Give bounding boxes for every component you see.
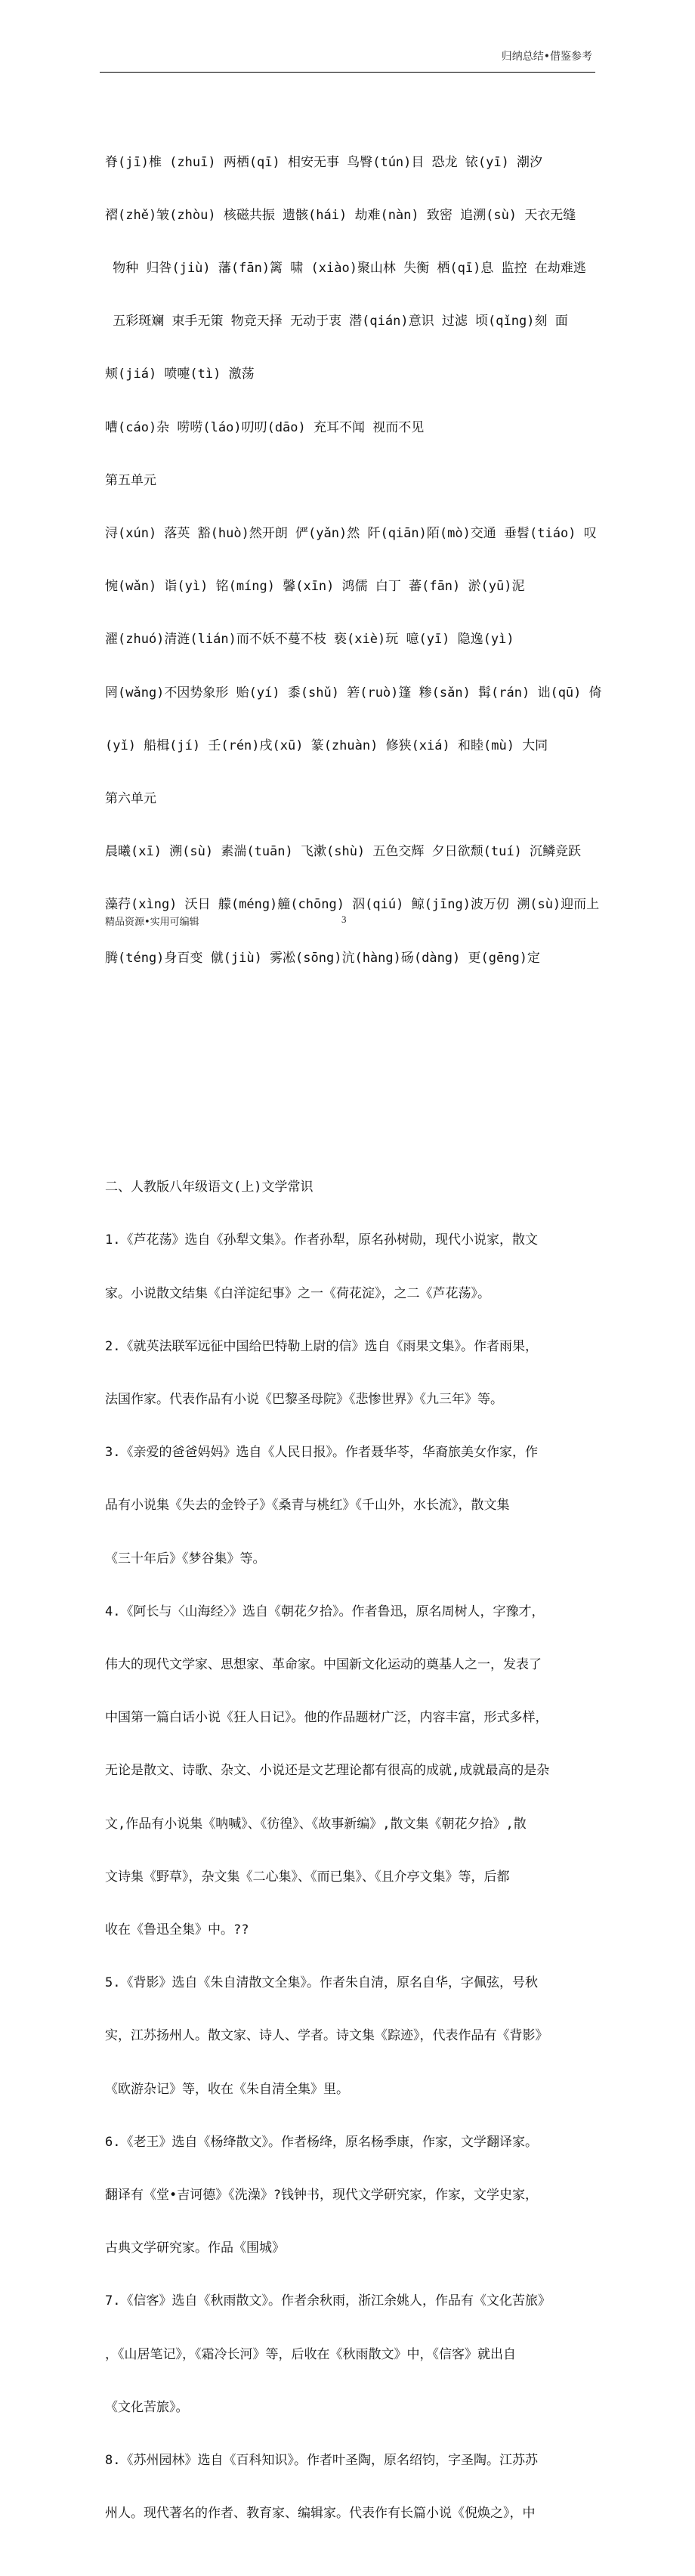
text-line: 文,作品有小说集《呐喊》、《彷徨》、《故事新编》,散文集《朝花夕拾》,散 <box>105 1816 527 1832</box>
literature-section <box>105 1143 604 2558</box>
vocab-line: 濯(zhuó)清涟(lián)而不妖不蔓不枝 亵(xiè)玩 噫(yī) 隐逸(yì) <box>105 632 514 648</box>
vocab-line: 脊(jī)椎 (zhuī) 两栖(qī) 相安无事 鸟臀(tún)目 恐龙 铱(yī) 潮汐 <box>105 154 543 170</box>
document-body <box>105 83 604 2576</box>
text-line: 6.《老王》选自《杨绛散文》。作者杨绛，原名杨季康，作家，文学翻译家。 <box>105 2134 538 2150</box>
text-line: 法国作家。代表作品有小说《巴黎圣母院》《悲惨世界》《九三年》等。 <box>105 1391 503 1407</box>
section-gap <box>105 1056 604 1090</box>
text-line: 5.《背影》选自《朱自清散文全集》。作者朱自清，原名自华，字佩弦，号秋 <box>105 1975 538 1991</box>
vocab-line: 嘈(cáo)杂 唠唠(láo)叨叨(dāo) 充耳不闻 视而不见 <box>105 419 425 435</box>
vocab-line: 惋(wǎn) 诣(yì) 铭(míng) 馨(xīn) 鸿儒 白丁 蕃(fān) 淤(yū)泥 <box>105 579 525 595</box>
text-line: 收在《鲁迅全集》中。?? <box>105 1922 249 1937</box>
vocab-line: 物种 归咎(jiù) 藩(fān)篱 啸 (xiào)聚山林 失衡 栖(qī)息 监控 在劫难逃 <box>105 261 586 277</box>
text-line: 《文化苦旅》。 <box>105 2399 189 2415</box>
vocab-line: 褶(zhě)皱(zhòu) 核磁共振 遗骸(hái) 劫难(nàn) 致密 追溯(sù) 天衣无缝 <box>105 207 576 223</box>
vocab-line: 藻荇(xìng) 沃日 艨(méng)艟(chōng) 泅(qiú) 鲸(jīng)波万仞 溯(sù)迎而上 <box>105 897 600 913</box>
text-line: 文诗集《野草》，杂文集《二心集》、《而已集》、《且介亭文集》等，后都 <box>105 1869 510 1885</box>
text-line: 品有小说集《失去的金铃子》《桑青与桃红》《千山外，水长流》，散文集 <box>105 1498 510 1514</box>
header-rule <box>100 72 595 73</box>
page-header: 归纳总结•借鉴参考 <box>501 51 592 63</box>
vocab-line: 罔(wǎng)不因势象形 贻(yí) 黍(shǔ) 箬(ruò)篷 糁(sǎn) 髯(rán) 诎(qū) 倚 <box>105 685 602 700</box>
vocab-line: 颊(jiá) 喷嚏(tì) 激荡 <box>105 366 255 382</box>
section-title: 二、人教版八年级语文(上)文学常识 <box>105 1180 314 1195</box>
text-line: 8.《苏州园林》选自《百科知识》。作者叶圣陶，原名绍钧，字圣陶。江苏苏 <box>105 2453 538 2468</box>
text-line: 家。小说散文结集《白洋淀纪事》之一《荷花淀》，之二《芦花荡》。 <box>105 1285 490 1301</box>
text-line: 伟大的现代文学家、思想家、革命家。中国新文化运动的奠基人之一，发表了 <box>105 1656 542 1672</box>
text-line: 中国第一篇白话小说《狂人日记》。他的作品题材广泛，内容丰富，形式多样， <box>105 1710 548 1726</box>
text-line: 州人。现代著名的作者、教育家、编辑家。代表作有长篇小说《倪焕之》，中 <box>105 2506 536 2522</box>
text-line: 3.《亲爱的爸爸妈妈》选自《人民日报》。作者聂华苓，华裔旅美女作家，作 <box>105 1445 538 1461</box>
text-line: 无论是散文、诗歌、杂文、小说还是文艺理论都有很高的成就,成就最高的是杂 <box>105 1763 550 1779</box>
text-line: 实，江苏扬州人。散文家、诗人、学者。诗文集《踪迹》，代表作品有《背影》 <box>105 2028 548 2044</box>
vocab-line: 腾(téng)身百变 僦(jiù) 雾凇(sōng)沆(hàng)砀(dàng) 更(gēng)定 <box>105 950 540 966</box>
text-line: 7.《信客》选自《秋雨散文》。作者余秋雨，浙江余姚人，作品有《文化苦旅》 <box>105 2293 551 2309</box>
text-line: 4.《阿长与〈山海经〉》选自《朝花夕拾》。作者鲁迅，原名周树人，字豫才， <box>105 1603 545 1619</box>
text-line: 《欧游杂记》等，收在《朱自清全集》里。 <box>105 2081 349 2097</box>
text-line: 2.《就英法联军远征中国给巴特勒上尉的信》选自《雨果文集》。作者雨果， <box>105 1338 538 1354</box>
vocab-section <box>105 119 604 1003</box>
text-line: 《三十年后》《梦谷集》等。 <box>105 1551 266 1566</box>
unit5-heading: 第五单元 <box>105 472 156 488</box>
text-line: 1.《芦花荡》选自《孙犁文集》。作者孙犁，原名孙树勋，现代小说家，散文 <box>105 1232 538 1248</box>
vocab-line: 浔(xún) 落英 豁(huò)然开朗 俨(yǎn)然 阡(qiān)陌(mò)交通 垂髫(tiáo) 叹 <box>105 526 597 542</box>
vocab-line: 晨曦(xī) 溯(sù) 素湍(tuān) 飞漱(shù) 五色交辉 夕日欲颓(tuí) 沉鳞竞跃 <box>105 844 582 860</box>
unit6-heading: 第六单元 <box>105 791 156 807</box>
vocab-line: 五彩斑斓 束手无策 物竞天择 无动于衷 潜(qián)意识 过滤 顷(qǐng)刻 面 <box>105 314 568 329</box>
page-footer: 精品资源•实用可编辑 <box>105 917 199 928</box>
text-line: ，《山居笔记》，《霜冷长河》等，后收在《秋雨散文》中，《信客》就出自 <box>105 2346 516 2362</box>
page-number: 3 <box>341 914 347 925</box>
text-line: 翻译有《堂•吉诃德》《洗澡》?钱钟书，现代文学研究家，作家，文学史家， <box>105 2187 538 2203</box>
vocab-line: (yǐ) 船楫(jí) 壬(rén)戌(xū) 篆(zhuàn) 修狭(xiá) 和睦(mù) 大同 <box>105 738 548 753</box>
text-line: 古典文学研究家。作品《围城》 <box>105 2240 285 2256</box>
